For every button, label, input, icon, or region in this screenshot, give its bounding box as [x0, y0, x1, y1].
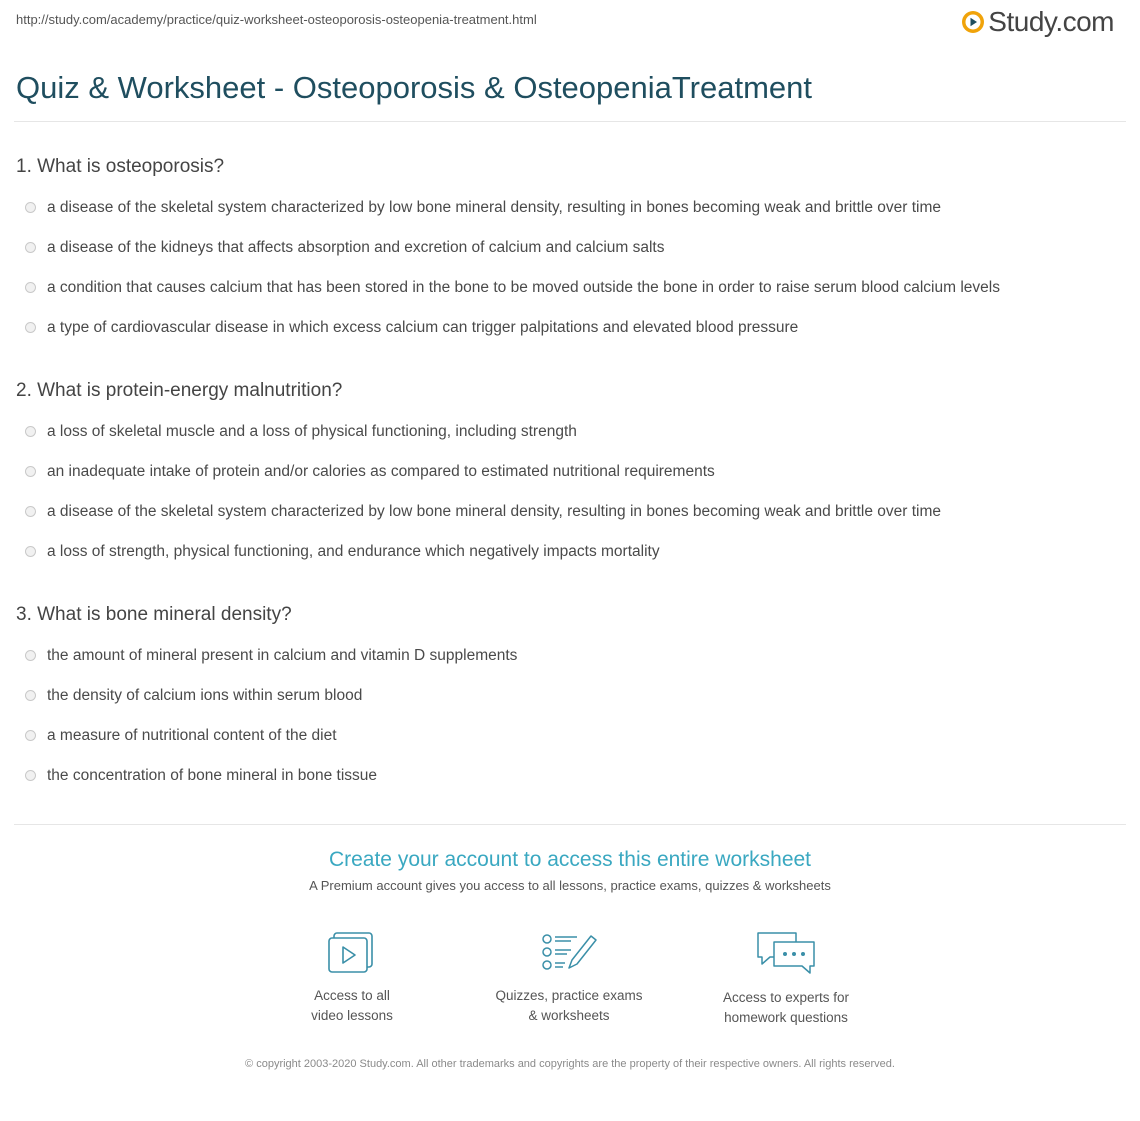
answer-choice[interactable]: [16, 308, 1126, 348]
answer-choices: [16, 412, 1126, 572]
radio-button-icon[interactable]: [25, 506, 36, 517]
feature-quizzes: [479, 930, 659, 1026]
choice-text: the amount of mineral present in calcium and vitamin D supplements: [47, 647, 518, 664]
radio-button-icon[interactable]: [25, 650, 36, 661]
feature-experts: [696, 930, 876, 1028]
question-title: 1. What is osteoporosis?: [16, 156, 225, 177]
answer-choice[interactable]: [16, 452, 1126, 492]
expert-chat-icon: [754, 930, 818, 978]
page-title: Quiz & Worksheet - Osteoporosis & OsteopeniaTreatment: [16, 70, 813, 105]
feature-label: Quizzes, practice exams & worksheets: [495, 988, 643, 1023]
radio-button-icon[interactable]: [25, 770, 36, 781]
choice-text: a condition that causes calcium that has been stored in the bone to be moved outside the bone in order to raise serum blood calcium levels: [47, 279, 1000, 296]
play-logo-icon: [961, 10, 985, 34]
radio-button-icon[interactable]: [25, 546, 36, 557]
question-2: [16, 379, 1126, 572]
header-divider: [14, 121, 1126, 122]
answer-choice[interactable]: [16, 268, 1126, 308]
answer-choice[interactable]: [16, 756, 1126, 796]
answer-choice[interactable]: [16, 228, 1126, 268]
answer-choice[interactable]: [16, 412, 1126, 452]
page-url: http://study.com/academy/practice/quiz-worksheet-osteoporosis-osteopenia-treatment.html: [16, 12, 537, 27]
answer-choice[interactable]: [16, 188, 1126, 228]
choice-text: a disease of the skeletal system characterized by low bone mineral density, resulting in bones becoming weak and brittle over time: [47, 503, 942, 520]
study-logo[interactable]: [961, 6, 1114, 38]
question-title: 3. What is bone mineral density?: [16, 604, 292, 625]
choice-text: the concentration of bone mineral in bone tissue: [47, 767, 378, 784]
create-account-link[interactable]: Create your account to access this entire worksheet: [328, 848, 812, 871]
choice-text: a disease of the kidneys that affects absorption and excretion of calcium and calcium salts: [47, 239, 665, 256]
answer-choice[interactable]: [16, 532, 1126, 572]
cta-divider: [14, 824, 1126, 825]
answer-choice[interactable]: [16, 492, 1126, 532]
radio-button-icon[interactable]: [25, 242, 36, 253]
quiz-checklist-icon: [539, 930, 599, 976]
answer-choice[interactable]: [16, 636, 1126, 676]
cta-subtitle: A Premium account gives you access to all lessons, practice exams, quizzes & worksheets: [309, 878, 831, 893]
choice-text: a loss of skeletal muscle and a loss of physical functioning, including strength: [47, 423, 577, 440]
feature-video-lessons: [262, 930, 442, 1026]
question-3: [16, 603, 1126, 796]
choice-text: the density of calcium ions within serum blood: [47, 687, 363, 704]
radio-button-icon[interactable]: [25, 466, 36, 477]
choice-text: an inadequate intake of protein and/or calories as compared to estimated nutritional requirements: [47, 463, 715, 480]
radio-button-icon[interactable]: [25, 202, 36, 213]
choice-text: a measure of nutritional content of the diet: [47, 727, 337, 744]
radio-button-icon[interactable]: [25, 730, 36, 741]
answer-choices: [16, 188, 1126, 348]
question-title: 2. What is protein-energy malnutrition?: [16, 380, 343, 401]
radio-button-icon[interactable]: [25, 426, 36, 437]
answer-choice[interactable]: [16, 716, 1126, 756]
answer-choices: [16, 636, 1126, 796]
feature-label: Access to all video lessons: [311, 988, 393, 1023]
answer-choice[interactable]: [16, 676, 1126, 716]
feature-label: Access to experts for homework questions: [722, 990, 850, 1025]
choice-text: a type of cardiovascular disease in which excess calcium can trigger palpitations and elevated blood pressure: [47, 319, 799, 336]
video-lessons-icon: [324, 930, 380, 976]
question-1: [16, 155, 1126, 348]
radio-button-icon[interactable]: [25, 690, 36, 701]
copyright-footer: © copyright 2003-2020 Study.com. All other trademarks and copyrights are the property of their respective owners. All rights reserved.: [245, 1058, 895, 1070]
choice-text: a disease of the skeletal system characterized by low bone mineral density, resulting in bones becoming weak and brittle over time: [47, 199, 942, 216]
radio-button-icon[interactable]: [25, 322, 36, 333]
radio-button-icon[interactable]: [25, 282, 36, 293]
choice-text: a loss of strength, physical functioning, and endurance which negatively impacts mortality: [47, 543, 660, 560]
logo-text: Study.com: [988, 6, 1114, 37]
